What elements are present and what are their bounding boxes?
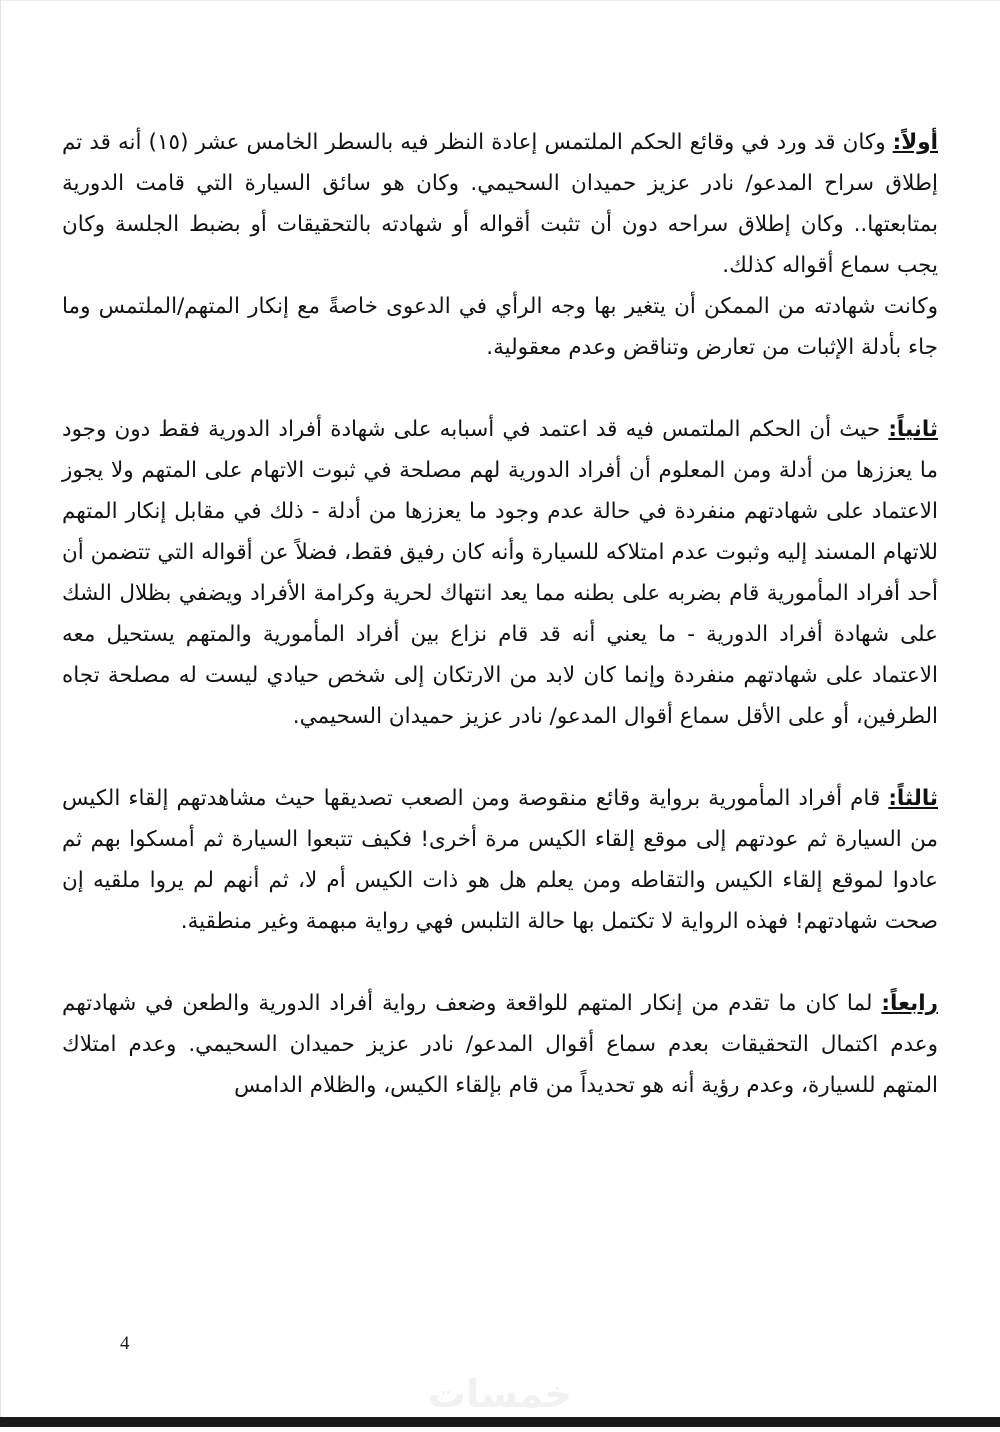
page-edge-left xyxy=(0,0,1,1417)
paragraph-second-point xyxy=(62,409,938,737)
paragraph-fourth-point xyxy=(62,983,938,1106)
paragraph-text-fourth: لما كان ما تقدم من إنكار المتهم للواقعة وضعف رواية أفراد الدورية والطعن في شهادتهم وعدم اكتمال التحقيقات بعدم سماع أقوال المدعو/ نادر عزيز حميدان السحيمي. وعدم امتلاك المتهم للسيارة، وعدم رؤية أنه هو تحديداً من قام بإلقاء الكيس، والظلام الدامس xyxy=(62,991,938,1098)
document-body xyxy=(62,122,938,1106)
paragraph-text-second: حيث أن الحكم الملتمس فيه قد اعتمد في أسبابه على شهادة أفراد الدورية فقط دون وجود ما يعززها من أدلة ومن المعلوم أن أفراد الدورية لهم مصلحة في ثبوت الاتهام على المتهم ولا يجوز الاعتماد على شهادتهم منفردة في حالة عدم وجود ما يعززها من أدلة - ذلك في مقابل إنكار المتهم للاتهام المسند إليه وثبوت عدم امتلاكه للسيارة وأنه كان رفيق فقط، فضلاً عن أقواله التي تتضمن أن أحد أفراد المأمورية قام بضربه على بطنه مما يعد انتهاك لحرية وكرامة الأفراد ويضفي بظلال الشك على شهادة أفراد الدورية - ما يعني أنه قد قام نزاع بين أفراد المأمورية والمتهم يستحيل معه الاعتماد على شهادتهم منفردة وإنما كان لابد من الارتكان إلى شخص حيادي ليست له مصلحة تجاه الطرفين، أو على الأقل سماع أقوال المدعو/ نادر عزيز حميدان السحيمي. xyxy=(62,417,938,729)
paragraph-third-point xyxy=(62,778,938,942)
paragraph-text-first-continued: وكانت شهادته من الممكن أن يتغير بها وجه الرأي في الدعوى خاصةً مع إنكار المتهم/الملتمس وما جاء بأدلة الإثبات من تعارض وتناقض وعدم معقولية. xyxy=(62,294,938,360)
paragraph-text-third: قام أفراد المأمورية برواية وقائع منقوصة ومن الصعب تصديقها حيث مشاهدتهم إلقاء الكيس من السيارة ثم عودتهم إلى موقع إلقاء الكيس مرة أخرى! فكيف تتبعوا السيارة ثم أمسكوا بهم ثم عادوا لموقع إلقاء الكيس والتقاطه ومن يعلم هل هو ذات الكيس أم لا، ثم أنهم لم يروا ملقيه إن صحت شهادتهم! فهذه الرواية لا تكتمل بها حالة التلبس فهي رواية مبهمة وغير منطقية. xyxy=(62,786,938,934)
bottom-black-bar xyxy=(0,1417,1000,1427)
page-number: 4 xyxy=(120,1333,130,1354)
paragraph-first-point-continued xyxy=(62,286,938,368)
paragraph-lead-first: أولاً: xyxy=(892,130,938,155)
paragraph-lead-fourth: رابعاً: xyxy=(881,991,938,1016)
bottom-gutter xyxy=(0,1427,1000,1432)
paragraph-lead-second: ثانياً: xyxy=(888,417,938,442)
paragraph-text-first: وكان قد ورد في وقائع الحكم الملتمس إعادة النظر فيه بالسطر الخامس عشر (١٥) أنه قد تم إطلاق سراح المدعو/ نادر عزيز حميدان السحيمي. وكان هو سائق السيارة التي قامت الدورية بمتابعتها.. وكان إطلاق سراحه دون أن تثبت أقواله أو شهادته بالتحقيقات أو بضبط الجلسة وكان يجب سماع أقواله كذلك. xyxy=(62,130,938,278)
watermark-khamsat: خمسات xyxy=(428,1372,572,1416)
paragraph-first-point xyxy=(62,122,938,286)
page-edge-top xyxy=(0,0,1000,1)
paragraph-lead-third: ثالثاً: xyxy=(888,786,938,811)
